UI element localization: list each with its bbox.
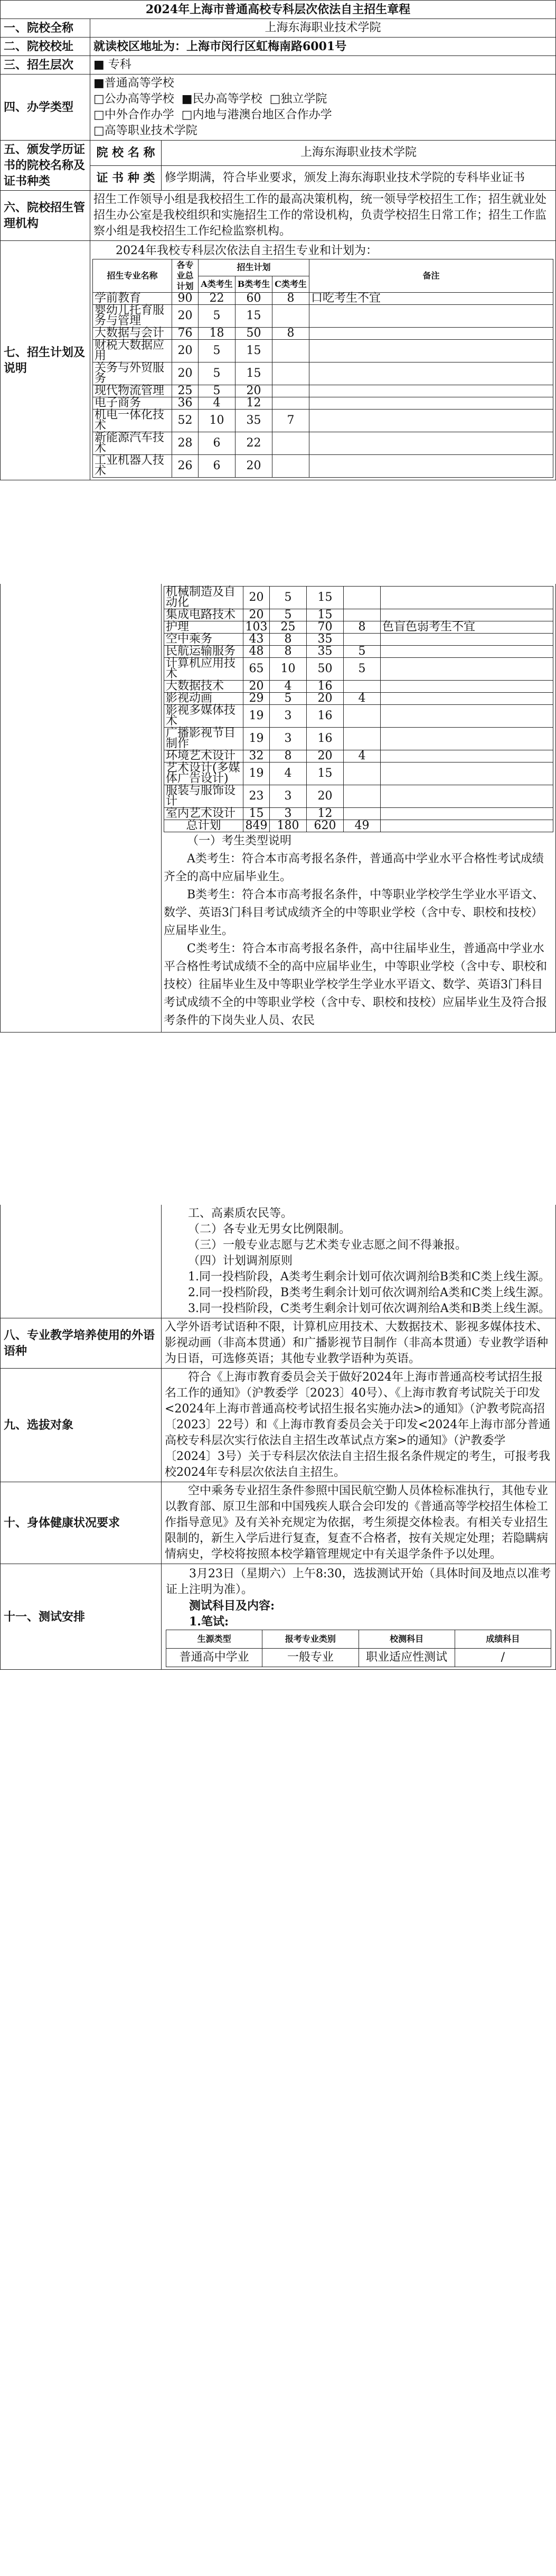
plan-cell-c	[272, 432, 309, 455]
plan-cell-c	[344, 587, 381, 609]
test-table	[166, 1630, 551, 1667]
plan-header-note: 备注	[309, 259, 553, 293]
plan-row	[164, 646, 553, 658]
test-header-source: 生源类型	[166, 1630, 262, 1649]
plan-cell-major: 民航运输服务	[164, 646, 243, 658]
plan-table-continued	[164, 586, 553, 832]
plan-cell-c	[344, 609, 381, 621]
plan-cell-note	[309, 328, 553, 340]
plan-header-c: C类考生	[272, 276, 309, 293]
plan-cell-note: 色盲色弱考生不宜	[381, 621, 553, 634]
plan-cell-note	[309, 305, 553, 328]
plan-row	[93, 340, 553, 362]
plan-cell-total: 20	[243, 681, 270, 693]
plan-cell-b: 16	[307, 681, 344, 693]
plan-row	[93, 362, 553, 385]
plan-cell-a: 5	[270, 587, 307, 609]
plan-row	[164, 658, 553, 681]
plan-cell-c: 7	[272, 410, 309, 432]
plan-cell-note	[381, 728, 553, 750]
plan-cell-b: 12	[307, 808, 344, 820]
plan-cell-major: 学前教育	[93, 293, 172, 305]
plan-cell-major: 广播影视节目制作	[164, 728, 243, 750]
plan-cell-b: 15	[307, 609, 344, 621]
plan-cell-total: 26	[172, 455, 199, 478]
plan-note-paragraph: C类考生：符合本市高考报名条件，高中往届毕业生，普通高中学业水平合格性考试成绩不全的高中应届毕业生，中等职业学校（含中专、职校和技校）往届毕业生及中等职业学校学生学业水平语文、数学、英语3门科目考试成绩不全的中等职业学校（含中专、职校和技校）应届毕业生及符合报考条件的下岗失业人员、农民	[164, 942, 548, 1027]
type-option: □中外合作办学	[93, 108, 174, 122]
test-cell: /	[455, 1649, 551, 1667]
plan-cell-note	[309, 340, 553, 362]
plan-cell-a: 8	[270, 750, 307, 762]
plan-row	[93, 397, 553, 410]
plan-cell-total: 20	[243, 587, 270, 609]
value-target: 符合《上海市教育委员会关于做好2024年上海市普通高校考试招生报名工作的通知》（沪教委学〔2023〕40号）、《上海市教育考试院关于印发<2024年上海市普通高校考试招生报名实施办法>的通知》（沪教考院高招〔2023〕22号）和《上海市教育委员会关于印发<2024年上海市部分普通高校专科层次实行依法自主招生改革试点方案>的通知》（沪教委学〔2024〕3号）关于专科层次依法自主招生报名条件规定的考生，可报考我校2024年专科层次依法自主招生。	[162, 1369, 556, 1482]
plan-sum-a: 180	[270, 820, 307, 832]
plan-cell-major: 影视多媒体技术	[164, 705, 243, 728]
plan-cell-b: 15	[235, 340, 272, 362]
plan-cell-c: 5	[344, 646, 381, 658]
plan-cell-a: 5	[199, 362, 235, 385]
plan-cell-major: 机械制造及自动化	[164, 587, 243, 609]
plan-cell-major: 服装与服饰设计	[164, 785, 243, 808]
plan-row	[93, 410, 553, 432]
plan-cell-c: 8	[344, 621, 381, 634]
plan-cell-total: 25	[172, 385, 199, 397]
page-3	[0, 1205, 556, 2576]
plan-note-paragraph: B类考生：符合本市高考报名条件，中等职业学校学生学业水平语文、数学、英语3门科目考试成绩齐全的中等职业学校（含中专、职校和技校）应届毕业生。	[164, 888, 544, 937]
label-admission-org: 六、院校招生管理机构	[1, 191, 90, 241]
plan-cell-a: 8	[270, 634, 307, 646]
plan-header-group: 招生计划	[199, 259, 309, 276]
plan-cell-total: 20	[172, 340, 199, 362]
plan-cell-b: 60	[235, 293, 272, 305]
plan-cell-b: 20	[235, 455, 272, 478]
charter-table-continued	[0, 584, 556, 1033]
value-cert-school: 上海东海职业技术学院	[162, 141, 556, 166]
plan-cell-note	[381, 808, 553, 820]
plan-note-paragraph: （二）各专业无男女比例限制。	[188, 1223, 351, 1236]
plan-cell-a: 4	[270, 681, 307, 693]
plan-cell-major: 空中乘务	[164, 634, 243, 646]
plan-cell-major: 环境艺术设计	[164, 750, 243, 762]
plan-header-b: B类考生	[235, 276, 272, 293]
plan-cell-a: 10	[270, 658, 307, 681]
label-cert-kind: 证 书 种 类	[90, 165, 162, 191]
plan-cell-total: 65	[243, 658, 270, 681]
label-plan: 七、招生计划及说明	[1, 241, 90, 480]
plan-cell-a: 6	[199, 455, 235, 478]
plan-cell-total: 90	[172, 293, 199, 305]
plan-cell-c	[344, 808, 381, 820]
plan-cell-note	[381, 705, 553, 728]
plan-row	[164, 634, 553, 646]
plan-row	[164, 681, 553, 693]
label-school-address: 二、院校校址	[1, 38, 90, 56]
plan-cell-major: 电子商务	[93, 397, 172, 410]
plan-row	[93, 293, 553, 305]
test-header-major: 报考专业类别	[262, 1630, 359, 1649]
plan-cell-note	[309, 455, 553, 478]
plan-cell-a: 5	[199, 305, 235, 328]
plan-cell-major: 艺术设计(多媒体广告设计)	[164, 762, 243, 785]
plan-cell-a: 6	[199, 432, 235, 455]
label-school-type: 四、办学类型	[1, 75, 90, 141]
plan-cell-c	[272, 455, 309, 478]
plan-sum-total: 849	[243, 820, 270, 832]
charter-table-final	[0, 1205, 556, 1670]
plan-cell-total: 19	[243, 705, 270, 728]
plan-row	[164, 750, 553, 762]
plan-cell-note	[381, 634, 553, 646]
value-language: 入学外语考试语种不限，计算机应用技术、大数据技术、影视多媒体技术、影视动画（非高本贯通）和广播影视节目制作（非高本贯通）专业教学语种为日语，可选修英语；其他专业教学语种为英语。	[162, 1318, 556, 1369]
plan-cell-b: 20	[307, 785, 344, 808]
plan-cell-note	[381, 609, 553, 621]
plan-cell-note	[309, 410, 553, 432]
plan-cell-total: 20	[172, 362, 199, 385]
plan-cell-total: 43	[243, 634, 270, 646]
page-2	[0, 584, 556, 1163]
plan-row	[164, 728, 553, 750]
plan-sum-c: 49	[344, 820, 381, 832]
plan-note-paragraph: A类考生：符合本市高考报名条件，普通高中学业水平合格性考试成绩齐全的高中应届毕业生。	[164, 852, 544, 884]
plan-cell-total: 20	[243, 609, 270, 621]
plan-cell-b: 20	[307, 693, 344, 705]
plan-cell-c	[344, 728, 381, 750]
label-level: 三、招生层次	[1, 56, 90, 75]
charter-table	[0, 0, 556, 480]
plan-row	[164, 808, 553, 820]
plan-cell-note	[381, 693, 553, 705]
plan-cell-note: 口吃考生不宜	[309, 293, 553, 305]
plan-cell-b: 15	[235, 305, 272, 328]
plan-cell-total: 29	[243, 693, 270, 705]
plan-row	[164, 621, 553, 634]
plan-cell-total: 23	[243, 785, 270, 808]
plan-cell-major: 影视动画	[164, 693, 243, 705]
plan-row	[164, 587, 553, 609]
plan-cell-c	[272, 397, 309, 410]
plan-cell-a: 8	[270, 646, 307, 658]
plan-cell-c	[272, 305, 309, 328]
plan-cell-a: 4	[270, 762, 307, 785]
plan-cell-c	[344, 762, 381, 785]
plan-cell-c	[344, 681, 381, 693]
value-health: 空中乘务专业招生条件参照中国民航空勤人员体检标准执行，其他专业以教育部、原卫生部和中国残疾人联合会印发的《普通高等学校招生体检工作指导意见》及有关补充规定为依据，考生须提交体检表。有相关专业招生限制的，新生入学后进行复查，复查不合格者，按有关规定处理；若隐瞒病情病史，学校将按照本校学籍管理规定中有关退学条件予以处理。	[162, 1482, 556, 1564]
plan-sum-b: 620	[307, 820, 344, 832]
plan-cell-total: 48	[243, 646, 270, 658]
plan-row	[164, 705, 553, 728]
plan-cell-note	[309, 397, 553, 410]
plan-cell-total: 28	[172, 432, 199, 455]
plan-note-paragraph: 1.同一投档阶段，A类考生剩余计划可依次调剂给B类和C类上线生源。	[188, 1270, 550, 1284]
plan-note-paragraph: （三）一般专业志愿与艺术类专业志愿之间不得兼报。	[188, 1239, 467, 1252]
plan-cell-major: 护理	[164, 621, 243, 634]
plan-row	[93, 328, 553, 340]
school-type-options	[90, 75, 556, 141]
plan-cell-note	[309, 362, 553, 385]
plan-cell-major: 大数据与会计	[93, 328, 172, 340]
plan-cell-note	[381, 658, 553, 681]
label-target: 九、选拔对象	[1, 1369, 162, 1482]
plan-cell-a: 3	[270, 705, 307, 728]
plan-notes-p2	[164, 832, 553, 1030]
plan-cell-b: 35	[307, 646, 344, 658]
value-cert-kind: 修学期满，符合毕业要求，颁发上海东海职业技术学院的专科毕业证书	[162, 165, 556, 191]
plan-cell-c	[272, 362, 309, 385]
plan-cell-b: 16	[307, 705, 344, 728]
plan-row	[93, 305, 553, 328]
plan-cell-major: 婴幼儿托育服务与管理	[93, 305, 172, 328]
plan-cell-b: 35	[307, 634, 344, 646]
plan-cell-note	[381, 646, 553, 658]
plan-cell-c	[344, 634, 381, 646]
plan-header-total: 各专业总计划	[172, 259, 199, 293]
test-header-subject: 校测科目	[359, 1630, 455, 1649]
plan-cell-major: 财税大数据应用	[93, 340, 172, 362]
plan-cell-note	[309, 432, 553, 455]
label-cert-school: 院 校 名 称	[90, 141, 162, 166]
plan-cell-c: 5	[344, 658, 381, 681]
plan-cell-total: 32	[243, 750, 270, 762]
plan-cell-a: 3	[270, 808, 307, 820]
plan-cell-major: 新能源汽车技术	[93, 432, 172, 455]
plan-notes-p3	[162, 1205, 556, 1318]
label-school-name: 一、院校全称	[1, 19, 90, 38]
plan-row	[93, 385, 553, 397]
blank-label-cell	[1, 1205, 162, 1318]
plan-cell-major: 计算机应用技术	[164, 658, 243, 681]
plan-cell-c	[344, 785, 381, 808]
plan-cell-b: 15	[235, 362, 272, 385]
plan-cell-total: 103	[243, 621, 270, 634]
plan-cell-a: 4	[199, 397, 235, 410]
plan-cell-b: 12	[235, 397, 272, 410]
plan-cell-major: 关务与外贸服务	[93, 362, 172, 385]
plan-cell-total: 19	[243, 762, 270, 785]
value-school-address: 就读校区地址为：上海市闵行区虹梅南路6001号	[90, 38, 556, 56]
type-option-row	[93, 107, 552, 123]
plan-cell-note	[381, 587, 553, 609]
plan-cell-b: 50	[235, 328, 272, 340]
plan-cell-c: 8	[272, 328, 309, 340]
plan-cell-total: 76	[172, 328, 199, 340]
label-test: 十一、测试安排	[1, 1564, 162, 1670]
plan-note-paragraph: 3.同一投档阶段，C类考生剩余计划可依次调剂给A类和B类上线生源。	[188, 1302, 550, 1315]
value-school-name: 上海东海职业技术学院	[90, 19, 556, 38]
plan-cell-b: 70	[307, 621, 344, 634]
plan-row	[93, 432, 553, 455]
plan-cell-b: 22	[235, 432, 272, 455]
plan-cell-b: 16	[307, 728, 344, 750]
plan-cell-a: 3	[270, 728, 307, 750]
plan-cell-major: 工业机器人技术	[93, 455, 172, 478]
test-cell: 一般专业	[262, 1649, 359, 1667]
plan-cell-note	[381, 750, 553, 762]
plan-cell-a: 25	[270, 621, 307, 634]
plan-cell-a: 3	[270, 785, 307, 808]
plan-cell-major: 集成电路技术	[164, 609, 243, 621]
plan-cell-total: 20	[172, 305, 199, 328]
plan-row	[164, 609, 553, 621]
plan-cell-a: 5	[199, 340, 235, 362]
test-written-heading: 1.笔试:	[189, 1615, 229, 1629]
plan-cell-c	[344, 705, 381, 728]
plan-cell-c	[272, 340, 309, 362]
charter-title: 2024年上海市普通高校专科层次依法自主招生章程	[1, 1, 556, 19]
plan-row	[164, 785, 553, 808]
plan-cell-b: 50	[307, 658, 344, 681]
plan-cell-major: 大数据技术	[164, 681, 243, 693]
type-option: □内地与港澳台地区合作办学	[181, 108, 332, 122]
plan-cell-major: 现代物流管理	[93, 385, 172, 397]
plan-cell-a: 22	[199, 293, 235, 305]
test-subjects-heading: 测试科目及内容:	[189, 1599, 275, 1613]
value-level: ■ 专科	[90, 56, 556, 75]
type-option: □高等职业技术学院	[93, 124, 197, 137]
plan-row	[164, 693, 553, 705]
plan-cell-b: 15	[307, 762, 344, 785]
plan-cell-c	[272, 385, 309, 397]
label-certificate: 五、颁发学历证书的院校名称及证书种类	[1, 141, 90, 191]
plan-cell-a: 10	[199, 410, 235, 432]
plan-cell-b: 15	[307, 587, 344, 609]
type-option: □公办高等学校	[93, 92, 174, 106]
type-option: ■普通高等学校	[93, 77, 174, 90]
test-intro: 3月23日（星期六）上午8:30，选拔测试开始（具体时间及地点以准考证上注明为准）。	[166, 1567, 551, 1596]
plan-cell-a: 18	[199, 328, 235, 340]
plan-cell-c: 4	[344, 693, 381, 705]
plan-cell-total: 15	[243, 808, 270, 820]
plan-note-paragraph: 工、高素质农民等。	[188, 1207, 293, 1220]
plan-cell-a: 5	[270, 609, 307, 621]
plan-note-paragraph: （四）计划调剂原则	[188, 1254, 293, 1268]
plan-cell-a: 5	[199, 385, 235, 397]
plan-cell-c: 4	[344, 750, 381, 762]
plan-cell-total: 19	[243, 728, 270, 750]
plan-cell-c: 8	[272, 293, 309, 305]
test-header-score: 成绩科目	[455, 1630, 551, 1649]
plan-rows-page2	[164, 587, 553, 820]
plan-cell-b: 20	[307, 750, 344, 762]
type-option: □独立学院	[269, 92, 327, 106]
plan-cell-a: 5	[270, 693, 307, 705]
plan-cell-note	[381, 785, 553, 808]
plan-row	[93, 455, 553, 478]
plan-note-paragraph: 2.同一投档阶段，B类考生剩余计划可依次调剂给A类和C类上线生源。	[188, 1286, 550, 1299]
test-cell: 职业适应性测试	[359, 1649, 455, 1667]
plan-row	[164, 762, 553, 785]
plan-sum-name: 总计划	[164, 820, 243, 832]
plan-cell-note	[309, 385, 553, 397]
plan-header-major: 招生专业名称	[93, 259, 172, 293]
plan-cell-total: 36	[172, 397, 199, 410]
value-admission-org: 招生工作领导小组是我校招生工作的最高决策机构，统一领导学校招生工作；招生就业处招生办公室是我校组织和实施招生工作的常设机构，负责学校招生日常工作；招生工作监察小组是我校招生工作纪检监察机构。	[90, 191, 556, 241]
label-health: 十、身体健康状况要求	[1, 1482, 162, 1564]
plan-cell-b: 20	[235, 385, 272, 397]
plan-cell-note	[381, 762, 553, 785]
plan-cell-total: 52	[172, 410, 199, 432]
plan-rows-page1	[93, 293, 553, 478]
plan-cell-major: 机电一体化技术	[93, 410, 172, 432]
plan-table	[92, 259, 553, 478]
plan-intro: 2024年我校专科层次依法自主招生专业和计划为：	[116, 244, 378, 257]
type-option: ■民办高等学校	[181, 92, 262, 106]
plan-note-paragraph: （一）考生类型说明	[187, 834, 292, 848]
label-language: 八、专业教学培养使用的外语语种	[1, 1318, 162, 1369]
type-option-row	[93, 91, 552, 107]
test-cell: 普通高中学业	[166, 1649, 262, 1667]
plan-cell-b: 35	[235, 410, 272, 432]
page-1	[0, 0, 556, 550]
plan-sum-note	[381, 820, 553, 832]
plan-header-a: A类考生	[199, 276, 235, 293]
blank-label-cell	[1, 584, 162, 1033]
plan-cell-major: 室内艺术设计	[164, 808, 243, 820]
plan-cell-note	[381, 681, 553, 693]
